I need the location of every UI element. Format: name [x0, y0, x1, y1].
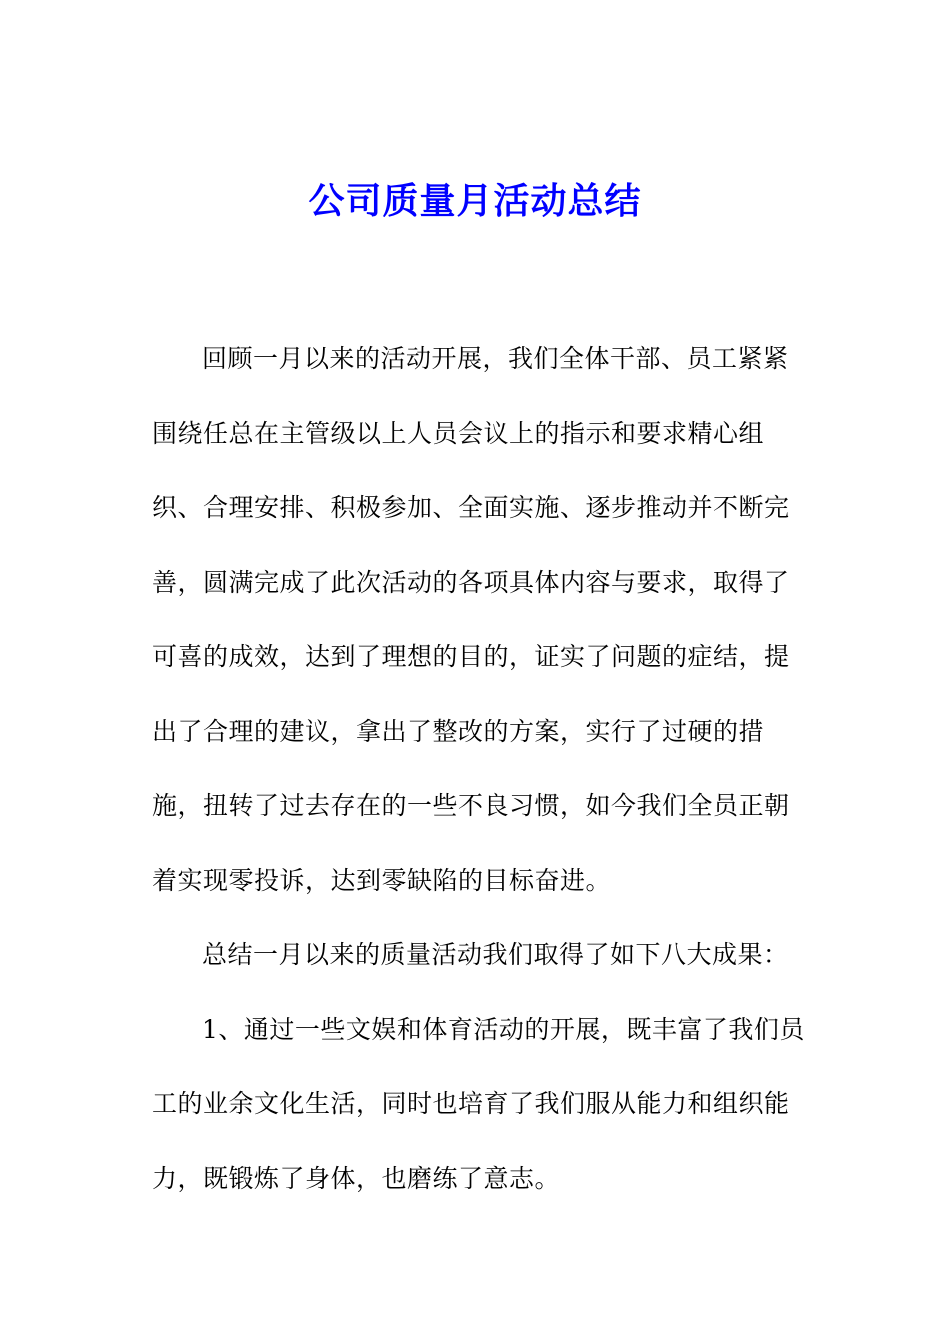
- paragraph-line: 回顾一月以来的活动开展，我们全体干部、员工紧紧: [202, 344, 789, 373]
- paragraph-line: 织、合理安排、积极参加、全面实施、逐步推动并不断完: [152, 493, 790, 522]
- document-title: 公司质量月活动总结: [308, 181, 642, 222]
- paragraph-line: 可喜的成效，达到了理想的目的，证实了问题的症结，提: [152, 642, 790, 671]
- paragraph-line: 出了合理的建议，拿出了整改的方案，实行了过硬的措: [152, 716, 765, 746]
- paragraph-line: 总结一月以来的质量活动我们取得了如下八大成果：: [202, 940, 789, 969]
- paragraph-line: 工的业余文化生活，同时也培育了我们服从能力和组织能: [152, 1089, 790, 1118]
- document-body: [152, 322, 805, 1216]
- paragraph-line: 力，既锻炼了身体，也磨练了意志。: [152, 1163, 561, 1193]
- paragraph-line: 1、通过一些文娱和体育活动的开展，既丰富了我们员: [202, 1014, 805, 1044]
- paragraph-line: 善，圆满完成了此次活动的各项具体内容与要求，取得了: [152, 567, 790, 597]
- paragraph-line: 围绕任总在主管级以上人员会议上的指示和要求精心组: [152, 418, 765, 448]
- paragraph-line: 着实现零投诉，达到零缺陷的目标奋进。: [152, 865, 612, 895]
- paragraph-line: 施，扭转了过去存在的一些不良习惯，如今我们全员正朝: [152, 791, 790, 820]
